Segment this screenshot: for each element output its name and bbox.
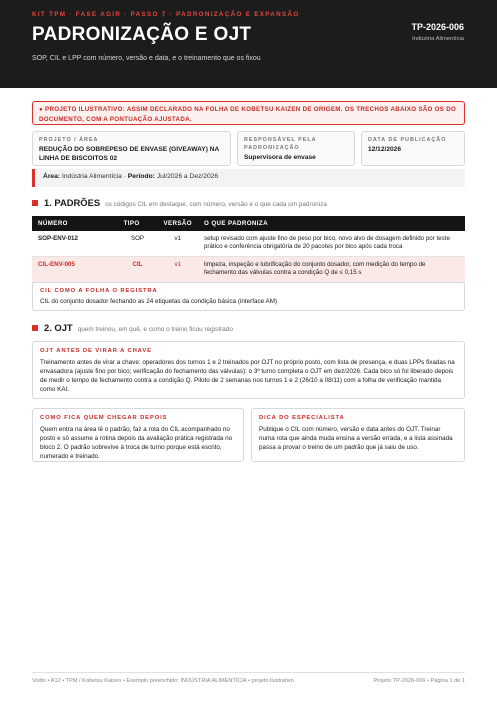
project-label: PROJETO / ÁREA xyxy=(39,137,99,143)
document-code: TP-2026-006 xyxy=(411,22,464,32)
ojt-text: Treinamento antes de virar a chave: operadores dos turnos 1 e 2 treinados por OJT no próprio posto, com lista de presença, e duas LPPs fixadas na envasadora (ajuste fino por bico; verificação do fechamento das válvulas); o 3º turno completa o OJT em dez/2026. Cada bico só foi liberado depois de medir o tempo de fechamento contra a condição Q. Piloto de 2 semanas nos turnos 1 e 2 (26/10 a 08/11) com a folha de verificação mantida como KAI. xyxy=(40,359,455,394)
section-marker-icon xyxy=(32,200,38,206)
column-header: O QUE PADRONIZA xyxy=(198,216,465,231)
table-row xyxy=(32,231,465,256)
ojt-box xyxy=(32,341,465,399)
date-label: DATA DE PUBLICAÇÃO xyxy=(368,137,447,143)
section-marker-icon xyxy=(32,325,38,331)
ojt-label: OJT ANTES DE VIRAR A CHAVE xyxy=(40,348,152,354)
column-header: TIPO xyxy=(118,216,158,231)
date-box xyxy=(361,131,465,166)
area-value: Indústria Alimentícia xyxy=(61,173,122,180)
section-1-title: 1. PADRÕES xyxy=(44,197,101,208)
standards-table xyxy=(32,216,465,283)
expert-tip-box xyxy=(251,408,465,462)
cil-record-box xyxy=(32,282,465,311)
page-subtitle: SOP, CIL e LPP com número, versão e data, e o treinamento que os fixou xyxy=(32,55,261,62)
owner-box xyxy=(237,131,355,166)
page-header xyxy=(0,0,497,88)
page-title: PADRONIZAÇÃO E OJT xyxy=(32,24,252,45)
period-value: Jul/2026 a Dez/2026 xyxy=(156,173,219,180)
area-label: Área: xyxy=(43,173,61,180)
standard-version: v1 xyxy=(157,256,198,282)
newcomer-label: COMO FICA QUEM CHEGAR DEPOIS xyxy=(40,415,168,421)
header-kicker: KIT TPM · FASE AGIR · PASSO 7 · PADRONIZAÇÃO E EXPANSÃO xyxy=(32,11,300,18)
footer-right: Projeto TP-2026-006 • Página 1 de 1 xyxy=(373,678,465,684)
section-1-heading xyxy=(32,197,327,208)
section-1-note: os códigos CIL em destaque, com número, versão e o que cada um padroniza xyxy=(105,201,327,208)
table-row-highlighted xyxy=(32,256,465,282)
standard-type: SOP xyxy=(118,231,158,256)
area-bar xyxy=(32,169,465,187)
standard-number: CIL-ENV-005 xyxy=(32,256,118,282)
footer-divider xyxy=(32,672,465,673)
column-header: NÚMERO xyxy=(32,216,118,231)
standard-type: CIL xyxy=(118,256,158,282)
owner-label: RESPONSÁVEL PELA PADRONIZAÇÃO xyxy=(244,137,317,151)
standard-description: setup revisado com ajuste fino de peso por bico, novo alvo de dosagem definido por teste prático e conferência obrigatória de 20 pacotes por bico após cada troca xyxy=(198,231,465,256)
section-2-title: 2. OJT xyxy=(44,322,73,333)
footer-left: Voitto • A12 • TPM / Kobetsu Kaizen • Exemplo preenchido: INDÚSTRIA ALIMENTÍCIA • projeto ilustrativo xyxy=(32,678,294,684)
project-value: REDUÇÃO DO SOBREPESO DE ENVASE (GIVEAWAY) NA LINHA DE BISCOITOS 02 xyxy=(39,146,220,162)
expert-tip-text: Publique o CIL com número, versão e data antes do OJT. Treinar numa rota que ainda muda ensina a versão errada, e a lista assinada passa a provar o treino de um padrão que já saiu de uso. xyxy=(259,426,453,452)
section-2-heading xyxy=(32,322,233,333)
standard-number: SOP-ENV-012 xyxy=(32,231,118,256)
project-box xyxy=(32,131,231,166)
cil-record-text: CIL do conjunto dosador fechando as 24 etiquetas da condição básica (interface AM) xyxy=(40,298,278,305)
newcomer-box xyxy=(32,408,244,462)
date-value: 12/12/2026 xyxy=(368,146,402,153)
area-separator: · xyxy=(121,173,128,180)
table-header-row xyxy=(32,216,465,231)
section-2-note: quem treinou, em quê, e como o treino ficou registrado xyxy=(77,326,233,333)
column-header: VERSÃO xyxy=(157,216,198,231)
standard-description: limpeza, inspeção e lubrificação do conjunto dosador, com medição do tempo de fechamento das válvulas contra a condição Q de ≤ 0,15 s xyxy=(198,256,465,282)
period-label: Período: xyxy=(127,173,155,180)
document-sector: Indústria Alimentícia xyxy=(412,36,464,42)
owner-value: Supervisora de envase xyxy=(244,154,316,161)
cil-record-label: CIL COMO A FOLHA O REGISTRA xyxy=(40,288,158,294)
illustrative-warning: ● PROJETO ILUSTRATIVO: ASSIM DECLARADO NA FOLHA DE KOBETSU KAIZEN DE ORIGEM. OS TRECHOS ABAIXO SÃO OS DO DOCUMENTO, COM A PONTUAÇÃO AJUSTADA. xyxy=(32,101,465,125)
newcomer-text: Quem entra na área lê o padrão, faz a rota do CIL acompanhado no posto e só assume a rotina depois da avaliação prática registrada no bloco 2. O padrão sobrevive à troca de turno porque está escrito, numerado e treinado. xyxy=(40,426,233,461)
standard-version: v1 xyxy=(157,231,198,256)
page-footer xyxy=(32,678,465,688)
expert-tip-label: DICA DO ESPECIALISTA xyxy=(259,415,345,421)
